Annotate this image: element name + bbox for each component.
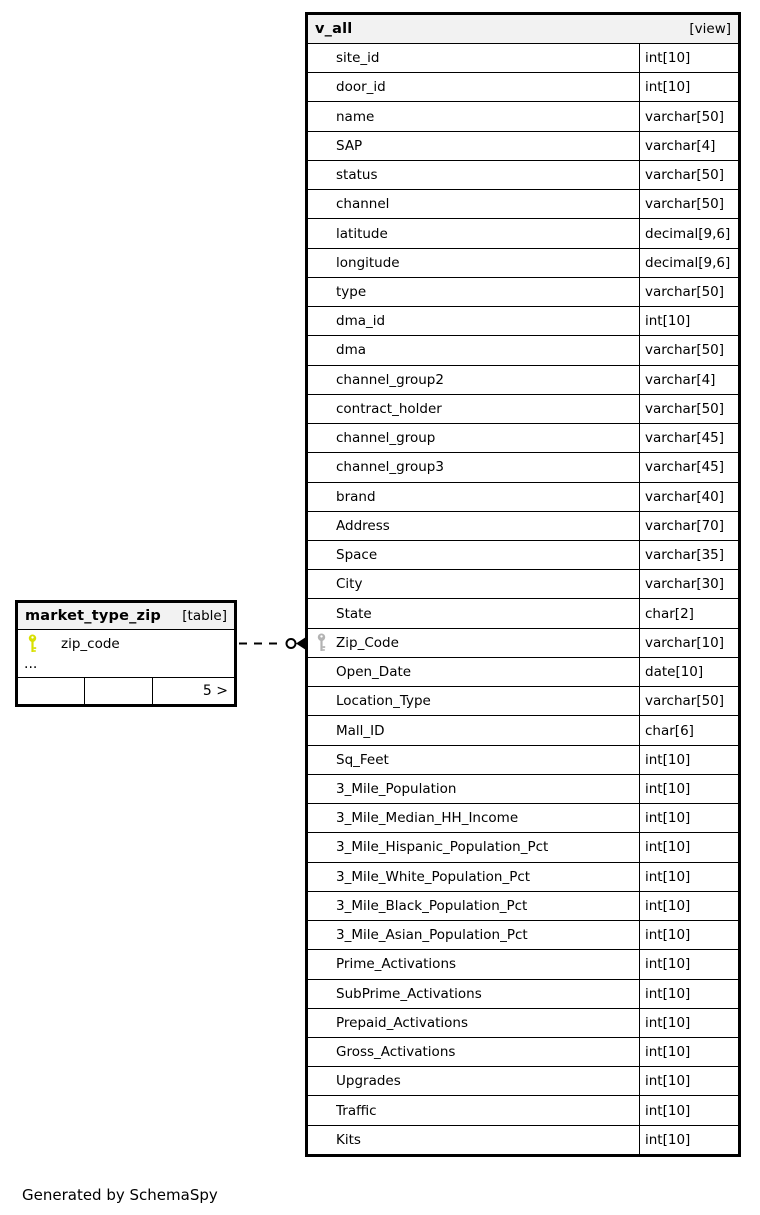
foreign-key-icon	[316, 633, 327, 652]
column-name: type	[336, 283, 367, 300]
market_type_zip-columns	[18, 630, 234, 656]
column-name: channel_group2	[336, 371, 444, 388]
column-name: Kits	[336, 1131, 361, 1148]
column-type: varchar[50]	[639, 336, 738, 364]
column-type: int[10]	[639, 775, 738, 803]
v_all-column-row	[308, 132, 738, 161]
v_all-column-row	[308, 336, 738, 365]
v_all-column-row	[308, 746, 738, 775]
column-type: int[10]	[639, 1126, 738, 1154]
column-name: dma_id	[336, 313, 386, 330]
column-name: Space	[336, 547, 378, 564]
column-type: varchar[40]	[639, 483, 738, 511]
column-name: Mall_ID	[336, 722, 385, 739]
footer-cell-empty	[85, 678, 153, 704]
column-type: char[6]	[639, 716, 738, 744]
v_all-column-row	[308, 892, 738, 921]
column-type: decimal[9,6]	[639, 249, 738, 277]
table-v_all[interactable]	[305, 12, 741, 1157]
v_all-column-row	[308, 102, 738, 131]
v_all-column-row	[308, 453, 738, 482]
column-name: contract_holder	[336, 400, 442, 417]
column-type: int[10]	[639, 921, 738, 949]
column-name: 3_Mile_Population	[336, 780, 457, 797]
column-name: 3_Mile_Asian_Population_Pct	[336, 927, 528, 944]
column-type: varchar[50]	[639, 190, 738, 218]
column-name: zip_code	[61, 635, 120, 652]
v_all-column-row	[308, 833, 738, 862]
column-name: channel	[336, 196, 390, 213]
column-type: varchar[4]	[639, 366, 738, 394]
column-name: dma	[336, 342, 366, 359]
primary-key-icon	[27, 634, 38, 653]
column-type: int[10]	[639, 1096, 738, 1124]
generated-by-note: Generated by SchemaSpy	[22, 1186, 218, 1204]
v_all-column-row	[308, 570, 738, 599]
column-type: int[10]	[639, 1067, 738, 1095]
v_all-columns	[308, 44, 738, 1154]
column-type: int[10]	[639, 73, 738, 101]
v_all-column-row	[308, 73, 738, 102]
v_all-column-row	[308, 483, 738, 512]
column-type: varchar[50]	[639, 687, 738, 715]
column-name: SubPrime_Activations	[336, 985, 482, 1002]
column-name: channel_group	[336, 430, 436, 447]
column-name: 3_Mile_Median_HH_Income	[336, 810, 519, 827]
column-name: SAP	[336, 137, 363, 154]
v_all-column-row	[308, 1038, 738, 1067]
v_all-column-row	[308, 716, 738, 745]
v_all-column-row	[308, 599, 738, 628]
column-type: varchar[4]	[639, 132, 738, 160]
column-name: City	[336, 576, 363, 593]
v_all-column-row	[308, 307, 738, 336]
column-type: varchar[35]	[639, 541, 738, 569]
column-type: int[10]	[639, 833, 738, 861]
v_all-column-row	[308, 366, 738, 395]
column-type: int[10]	[639, 307, 738, 335]
column-name: Open_Date	[336, 664, 412, 681]
column-name: status	[336, 167, 378, 184]
v_all-column-row	[308, 863, 738, 892]
v_all-column-row	[308, 804, 738, 833]
column-name: Prime_Activations	[336, 956, 457, 973]
column-name: Sq_Feet	[336, 751, 389, 768]
market_type_zip-footer	[18, 678, 234, 704]
column-name: 3_Mile_White_Population_Pct	[336, 868, 531, 885]
column-type: decimal[9,6]	[639, 219, 738, 247]
market_type_zip-header[interactable]	[18, 603, 234, 630]
column-name: Traffic	[336, 1102, 377, 1119]
v_all-column-row	[308, 629, 738, 658]
market_type_zip-columns-ellipsis: ...	[18, 656, 234, 678]
column-type: varchar[70]	[639, 512, 738, 540]
column-name: Prepaid_Activations	[336, 1014, 468, 1031]
column-name: 3_Mile_Black_Population_Pct	[336, 897, 528, 914]
column-type: int[10]	[639, 746, 738, 774]
v_all-column-row	[308, 687, 738, 716]
v_all-column-row	[308, 249, 738, 278]
column-name: latitude	[336, 225, 388, 242]
v_all-column-row	[308, 1009, 738, 1038]
column-type: varchar[30]	[639, 570, 738, 598]
v_all-column-row	[308, 512, 738, 541]
column-type: varchar[50]	[639, 395, 738, 423]
v_all-header[interactable]	[308, 15, 738, 44]
column-type: varchar[50]	[639, 278, 738, 306]
v_all-column-row	[308, 219, 738, 248]
v_all-column-row	[308, 395, 738, 424]
v_all-column-row	[308, 658, 738, 687]
market_type_zip-kind-badge: [table]	[182, 608, 227, 624]
key-gutter	[18, 634, 61, 653]
column-type: varchar[10]	[639, 629, 738, 657]
column-name: door_id	[336, 79, 386, 96]
v_all-column-row	[308, 161, 738, 190]
footer-cell-empty	[18, 678, 85, 704]
column-name: longitude	[336, 254, 400, 271]
column-name: channel_group3	[336, 459, 444, 476]
relationship-circle-end	[287, 639, 296, 648]
column-type: varchar[50]	[639, 102, 738, 130]
v_all-kind-badge: [view]	[689, 21, 731, 37]
column-type: int[10]	[639, 980, 738, 1008]
column-name: Gross_Activations	[336, 1044, 456, 1061]
column-type: varchar[50]	[639, 161, 738, 189]
v_all-column-row	[308, 44, 738, 73]
v_all-column-row	[308, 950, 738, 979]
column-name: site_id	[336, 50, 380, 67]
column-type: int[10]	[639, 1038, 738, 1066]
v_all-column-row	[308, 190, 738, 219]
column-type: int[10]	[639, 1009, 738, 1037]
v_all-column-row	[308, 278, 738, 307]
key-gutter	[308, 633, 336, 652]
market_type_zip-table-name[interactable]: market_type_zip	[25, 608, 161, 624]
column-name: brand	[336, 488, 376, 505]
market_type_zip-column-row	[18, 630, 234, 658]
column-type: int[10]	[639, 892, 738, 920]
column-type: varchar[45]	[639, 453, 738, 481]
column-type: int[10]	[639, 863, 738, 891]
column-type: int[10]	[639, 804, 738, 832]
column-type: varchar[45]	[639, 424, 738, 452]
v_all-column-row	[308, 980, 738, 1009]
column-type: char[2]	[639, 599, 738, 627]
table-market_type_zip[interactable]	[15, 600, 237, 707]
column-type: int[10]	[639, 44, 738, 72]
v_all-column-row	[308, 1096, 738, 1125]
column-type: int[10]	[639, 950, 738, 978]
column-name: Upgrades	[336, 1073, 401, 1090]
excess-columns-indicator[interactable]: 5 >	[202, 683, 228, 699]
column-name: name	[336, 108, 375, 125]
column-name: Zip_Code	[336, 634, 399, 651]
v_all-column-row	[308, 424, 738, 453]
column-name: Address	[336, 517, 390, 534]
column-name: State	[336, 605, 372, 622]
column-name: 3_Mile_Hispanic_Population_Pct	[336, 839, 549, 856]
v_all-column-row	[308, 1067, 738, 1096]
v_all-column-row	[308, 921, 738, 950]
v_all-column-row	[308, 541, 738, 570]
v_all-table-name[interactable]: v_all	[315, 21, 353, 37]
column-type: date[10]	[639, 658, 738, 686]
column-name: Location_Type	[336, 693, 431, 710]
v_all-column-row	[308, 775, 738, 804]
v_all-column-row	[308, 1126, 738, 1154]
